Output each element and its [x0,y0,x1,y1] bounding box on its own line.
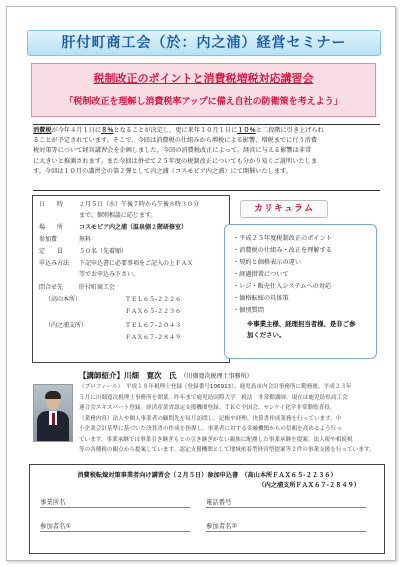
contact-label: 問合せ先 [39,284,64,291]
place-label: 場 所 [39,224,64,231]
curriculum-item: ・平成２５年度税制改正のポイント [233,235,332,242]
participant1-label: 参加者名① [40,522,72,530]
event-details-box [32,195,230,363]
intro-line-1 [33,126,380,136]
intro-line-3: 税対策等について経営講習会を企画しました。今回の消費税改正によって、経営に与える影響は非常 [33,147,312,155]
form-fax-branch: （内之浦支所ＦＡＸ６７‐２８４９） [258,482,360,489]
contact-org: 肝付町商工会 [79,284,116,291]
bio-line: ています。事業承継では事業引き継ぎもとの引き継ぎがない親族に配慮した事業承継を提案。法人税や相続税 [79,436,353,443]
branch-label: （内之浦支所） [45,322,88,329]
branch-tel: ＴＥＬ６７‐２０４３ [125,322,182,329]
bio-line: （業務内容）法人や個人事業者の顧問先を毎月訪問し、記帳や経理、決算書作成業務を行っています。中 [79,415,342,422]
curriculum-box [224,224,377,359]
lecturer-affiliation: （川畑寛次税理士事務所） [180,373,253,380]
lecturer-bio [79,382,381,456]
participant1-field[interactable] [40,531,190,532]
intro-line-4: に大きいと推測されます。また今回は併せて２５年度の税制改正についても分かり易くご説明いたしま [33,157,318,165]
headline-title: 税制改正のポイントと消費税増税対応講習会 [93,72,314,85]
date-label: 日 時 [39,201,64,208]
lecturer-name: 【講師紹介】川畑 寛次 氏 [79,371,177,380]
curriculum-item: ・個別質問 [233,307,264,314]
place-value: コスモピア内之浦（温泉側２階研修室） [79,224,188,231]
phone-field[interactable] [206,507,366,508]
intro-keyword-8: ８％ [101,127,114,134]
phone-label: 電話番号 [206,498,232,506]
apply-value-2: 等でお申込み下さい。 [79,271,140,278]
curriculum-title: カリキュラム [240,200,328,218]
intro-text: が今年４月１日に [51,127,102,134]
business-name-field[interactable] [40,507,190,508]
apply-value: 下記申込書に必要事項をご記入の上ＦＡＸ [79,260,194,267]
intro-line-2: ることが予定されています。そこで、今回は消費税の仕組みから増税による影響、増税までに行う消費 [33,137,318,145]
intro-keyword-tax: 消費税 [33,127,52,134]
intro-line-5: す。今回は１０月の講習会の第２弾として内之浦（コスモピア内之浦）にて開催いたします。 [33,167,292,175]
business-name-label: 事業所名 [40,498,66,506]
bio-line: （プロフィール） 平成１８年税理士登録（登録番号106913）、鹿児島市内会計事務所に勤務後、平成２３年 [79,384,352,390]
seminar-banner: 肝付町商工会（於：内之浦）経営セミナー [27,30,381,56]
bio-line: 連合会エキスパート登録。経済産業省認定支援機関登録。ＴＫＣ全国会、サンケイ化学非常勤監査役。 [79,405,336,411]
date-value: ２月５日（水）午後７時から午後８時３０分 [79,201,200,208]
intro-paragraph [33,124,380,191]
apply-label: 申込み方法 [39,260,70,267]
participant2-field[interactable] [206,531,366,532]
curriculum-item: ・レジ・販売仕入システムへの対応 [233,283,332,290]
intro-text: となることが決定し、更に来年１０月１日に [113,127,238,134]
honsho-label: （高山本所） [45,296,82,303]
curriculum-item: ・経過措置について [233,271,289,278]
curriculum-item: ・契約と価格表示の違い [233,259,302,266]
lecturer-photo [33,384,73,442]
application-form [29,464,385,554]
date-value-2: まで。個別相談に応じます。 [79,212,157,219]
bio-line: 等の各種税の観点から提案しています。認定支援機関として地域密着型経営型提案等２件の事業支援を行っています。 [79,447,375,453]
lecturer-section [33,370,381,456]
capacity-value: ５０名（先着順） [79,248,128,255]
curriculum-item: ・価格転嫁の具体策 [233,295,289,302]
capacity-label: 定 員 [39,248,64,255]
bio-line: 小企業会計基準に基づいた決算書の作成を指導し、事業者に対する金融機関からの信頼を高めるよう行っ [79,426,342,432]
headline-box [31,63,376,117]
fee-value: 無料 [79,236,92,243]
honsho-tel: ＴＥＬ６５‐２２２６ [125,296,182,303]
curriculum-note: ※事業主様、経理担当者様、是非ご参 [247,320,356,328]
honsho-fax: ＦＡＸ６５‐２２３６ [125,308,182,315]
bio-line: ５月に川畑寛次税理士事務所を開業。昨年まで鹿児島国際大学 税法 非常勤講師。現在は鹿児島県商工会 [79,394,348,401]
headline-subtitle: 「税制改正を理解し消費税率アップに備え自社の防衛策を考えよう」 [64,97,343,107]
fee-label: 参加費 [39,236,58,243]
form-heading: 消費税転嫁対策事業者向け講習会（２月５日）参加申込書 （高山本所ＦＡＸ６５‐２２３６） [77,472,337,479]
branch-fax: ＦＡＸ６７‐２８４９ [125,334,182,341]
curriculum-note-2: 加ください。 [247,331,286,339]
curriculum-item: ・消費税の仕組み・改正を理解する [233,247,332,254]
intro-keyword-10: １０％ [237,127,256,134]
lecturer-heading [79,370,253,381]
intro-text: と二段階に引き上げられ [255,127,324,134]
participant2-label: 参加者名② [206,522,238,530]
